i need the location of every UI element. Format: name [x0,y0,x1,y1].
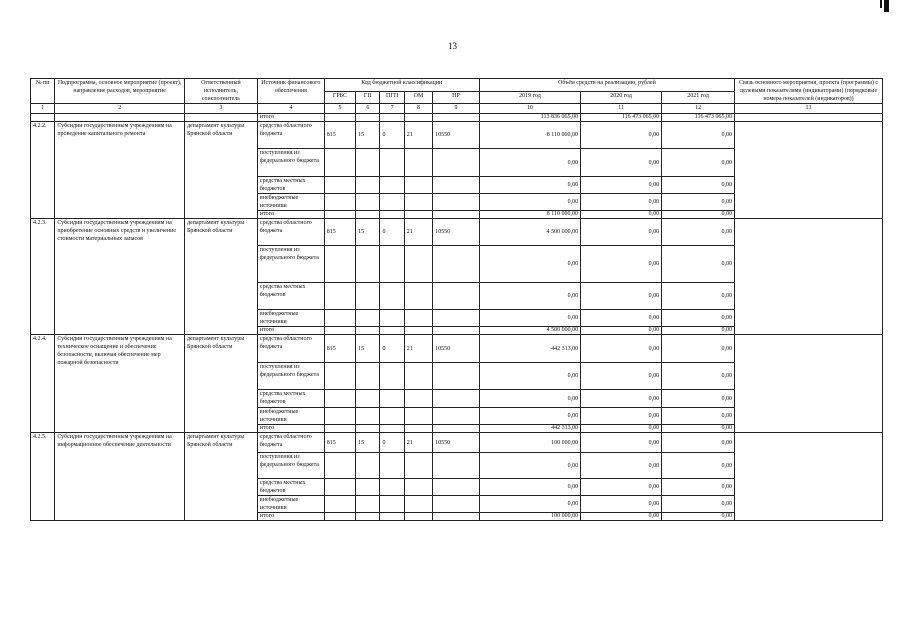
value-2020: 0,00 [581,479,662,496]
scan-edge-mark [884,0,889,12]
value-2019: 0,00 [479,246,580,283]
funding-source: средства областного бюджета [257,335,324,363]
code-grbs [324,363,355,390]
total-2020: 0,00 [581,425,662,433]
column-number: 2 [55,104,185,114]
total-2020: 0,00 [581,327,662,335]
code-om: 21 [404,122,432,149]
code-gp [356,479,380,496]
funding-source: поступления из федерального бюджета [257,246,324,283]
code-pgp: 0 [380,433,404,453]
code-nr [433,246,480,283]
code-gp [356,408,380,425]
code-pgp: 0 [380,219,404,246]
code-grbs [324,283,355,310]
value-2019: 0,00 [479,408,580,425]
value-2020: 0,00 [581,335,662,363]
funding-source: внебюджетные источники [257,194,324,211]
code-om [404,453,432,479]
empty-code-cell [324,425,355,433]
code-grbs: 815 [324,122,355,149]
code-nr [433,177,480,194]
code-gp: 15 [356,335,380,363]
value-2020: 0,00 [581,219,662,246]
code-gp [356,149,380,177]
code-pgp [380,283,404,310]
total-2019: 442 313,00 [479,425,580,433]
empty-code-cell [356,513,380,521]
value-2020: 0,00 [581,433,662,453]
page-number: 13 [448,41,457,51]
header-source: Источник финансового обеспечения [257,79,324,104]
empty-code-cell [356,327,380,335]
code-om [404,194,432,211]
indicator-link [735,122,883,219]
table-row [31,433,883,453]
code-om [404,363,432,390]
value-2019: 0,00 [479,194,580,211]
column-number: 9 [433,104,480,114]
code-nr: 10550 [433,335,480,363]
code-pgp [380,390,404,408]
indicator-link [735,433,883,521]
column-number: 3 [184,104,257,114]
section-title: Субсидии государственным учреждениям на информационное обеспечение деятельности [55,433,185,521]
section-responsible: департамент культуры Брянской области [184,433,257,521]
code-om [404,496,432,513]
value-2021: 0,00 [662,496,735,513]
code-nr [433,194,480,211]
column-number: 4 [257,104,324,114]
code-grbs: 815 [324,433,355,453]
header-num: № пп [31,79,55,104]
value-2021: 0,00 [662,335,735,363]
empty-code-cell [380,211,404,219]
code-gp [356,453,380,479]
code-om: 21 [404,219,432,246]
column-number: 7 [380,104,404,114]
code-gp [356,177,380,194]
value-2020: 0,00 [581,496,662,513]
code-om [404,283,432,310]
section-number: 4.2.5. [31,433,55,521]
value-2021: 0,00 [662,433,735,453]
empty-code-cell [404,513,432,521]
total-2019: 113 836 065,00 [479,114,580,122]
code-grbs: 815 [324,335,355,363]
code-om [404,149,432,177]
column-number: 1 [31,104,55,114]
value-2020: 0,00 [581,122,662,149]
total-2021: 0,00 [662,425,735,433]
code-om: 21 [404,433,432,453]
section-responsible: департамент культуры Брянской области [184,122,257,219]
total-2019: 100 000,00 [479,513,580,521]
code-nr [433,479,480,496]
empty-code-cell [433,211,480,219]
header-om: ОМ [404,91,432,104]
empty-code-cell [380,513,404,521]
funding-source: средства областного бюджета [257,219,324,246]
column-number: 13 [735,104,883,114]
value-2021: 0,00 [662,219,735,246]
value-2021: 0,00 [662,310,735,327]
funding-source: средства областного бюджета [257,122,324,149]
total-label: итого [257,327,324,335]
funding-source: поступления из федерального бюджета [257,149,324,177]
code-pgp [380,496,404,513]
code-pgp [380,149,404,177]
empty-code-cell [324,211,355,219]
code-nr [433,310,480,327]
value-2021: 0,00 [662,246,735,283]
value-2019: 0,00 [479,453,580,479]
header-budget-code: Код бюджетной классификации [324,79,479,92]
code-pgp [380,363,404,390]
value-2019: 4 500 000,00 [479,219,580,246]
header-responsible: Ответственный исполнитель, соисполнитель [184,79,257,104]
funding-source: поступления из федерального бюджета [257,453,324,479]
code-om [404,177,432,194]
total-2019: 4 500 000,00 [479,327,580,335]
header-2019: 2019 год [479,91,580,104]
code-om [404,246,432,283]
code-grbs [324,246,355,283]
value-2019: 0,00 [479,149,580,177]
code-pgp [380,246,404,283]
code-nr [433,408,480,425]
value-2019: 0,00 [479,390,580,408]
empty-code-cell [380,327,404,335]
top-total-row [31,114,883,122]
header-volume: Объём средств на реализацию, рублей [479,79,734,92]
value-2019: 0,00 [479,310,580,327]
section-number: 4.2.2. [31,122,55,219]
code-gp [356,310,380,327]
empty-code-cell [356,211,380,219]
value-2021: 0,00 [662,122,735,149]
value-2020: 0,00 [581,363,662,390]
funding-source: средства местных бюджетов [257,390,324,408]
header-program: Подпрограмма, основное мероприятие (проект), направление расходов, мероприятие [55,79,185,104]
code-gp [356,496,380,513]
value-2020: 0,00 [581,177,662,194]
code-om: 21 [404,335,432,363]
total-label: итого [257,513,324,521]
code-gp [356,194,380,211]
value-2020: 0,00 [581,390,662,408]
value-2020: 0,00 [581,453,662,479]
code-om [404,310,432,327]
column-number: 8 [404,104,432,114]
funding-source: внебюджетные источники [257,310,324,327]
value-2020: 0,00 [581,283,662,310]
section-responsible: департамент культуры Брянской области [184,219,257,335]
value-2019: 0,00 [479,479,580,496]
code-nr: 10550 [433,433,480,453]
value-2020: 0,00 [581,149,662,177]
code-nr: 10550 [433,122,480,149]
value-2019: 0,00 [479,496,580,513]
total-2021: 0,00 [662,211,735,219]
code-grbs [324,479,355,496]
code-nr [433,363,480,390]
funding-source: средства местных бюджетов [257,283,324,310]
funding-source: средства областного бюджета [257,433,324,453]
value-2020: 0,00 [581,310,662,327]
value-2021: 0,00 [662,390,735,408]
section-number: 4.2.3. [31,219,55,335]
column-number: 12 [662,104,735,114]
header-pgp: ПГП [380,91,404,104]
funding-source: внебюджетные источники [257,408,324,425]
scan-edge-mark [880,0,882,8]
value-2020: 0,00 [581,408,662,425]
code-nr [433,283,480,310]
empty-code-cell [404,425,432,433]
indicator-link [735,335,883,433]
total-2020: 0,00 [581,513,662,521]
total-2020: 116 473 065,00 [581,114,662,122]
code-gp: 15 [356,433,380,453]
funding-source: средства местных бюджетов [257,479,324,496]
code-nr [433,496,480,513]
empty-code-cell [433,425,480,433]
section-number: 4.2.4. [31,335,55,433]
code-grbs: 815 [324,219,355,246]
empty-code-cell [380,425,404,433]
funding-source: внебюджетные источники [257,496,324,513]
section-title: Субсидии государственным учреждениям на техническое оснащение и обеспечение безопасности, включая обеспечение мер пожарной безопасности [55,335,185,433]
code-grbs [324,390,355,408]
budget-table [30,78,883,521]
empty-code-cell [324,513,355,521]
header-grbs: ГРБС [324,91,355,104]
code-pgp: 0 [380,335,404,363]
value-2021: 0,00 [662,363,735,390]
code-grbs [324,496,355,513]
code-om [404,479,432,496]
empty-code-cell [324,327,355,335]
column-number: 5 [324,104,355,114]
total-label: итого [257,425,324,433]
value-2020: 0,00 [581,194,662,211]
code-om [404,390,432,408]
value-2020: 0,00 [581,246,662,283]
value-2019: 8 110 000,00 [479,122,580,149]
code-nr [433,453,480,479]
code-grbs [324,453,355,479]
code-grbs [324,194,355,211]
value-2021: 0,00 [662,453,735,479]
code-pgp [380,177,404,194]
table-row [31,219,883,246]
total-2020: 0,00 [581,211,662,219]
header-2021: 2021 год [662,91,735,104]
total-2021: 0,00 [662,513,735,521]
value-2019: 442 313,00 [479,335,580,363]
code-gp [356,246,380,283]
total-label: итого [257,211,324,219]
total-2021: 0,00 [662,327,735,335]
code-pgp [380,408,404,425]
code-gp [356,283,380,310]
header-2020: 2020 год [581,91,662,104]
header-link: Связь основного мероприятия, проекта (программы) с целевыми показателями (индикаторами) (порядковые номера показателей (индикаторов)) [735,79,883,104]
total-label: итого [257,114,324,122]
column-number: 10 [479,104,580,114]
code-grbs [324,408,355,425]
header-nr: НР [433,91,480,104]
code-pgp [380,194,404,211]
value-2021: 0,00 [662,177,735,194]
value-2021: 0,00 [662,283,735,310]
code-grbs [324,149,355,177]
header-gp: ГП [356,91,380,104]
code-grbs [324,177,355,194]
code-gp [356,390,380,408]
empty-code-cell [433,513,480,521]
section-responsible: департамент культуры Брянской области [184,335,257,433]
value-2021: 0,00 [662,149,735,177]
code-nr [433,390,480,408]
value-2019: 0,00 [479,283,580,310]
value-2019: 0,00 [479,363,580,390]
code-pgp [380,310,404,327]
value-2019: 0,00 [479,177,580,194]
code-om [404,408,432,425]
value-2021: 0,00 [662,408,735,425]
code-gp: 15 [356,219,380,246]
empty-code-cell [404,211,432,219]
total-2021: 116 473 065,00 [662,114,735,122]
column-number-row [31,104,883,114]
funding-source: поступления из федерального бюджета [257,363,324,390]
code-pgp: 0 [380,122,404,149]
code-gp: 15 [356,122,380,149]
code-nr [433,149,480,177]
code-nr: 10550 [433,219,480,246]
empty-code-cell [404,327,432,335]
column-number: 11 [581,104,662,114]
column-number: 6 [356,104,380,114]
total-2019: 8 110 000,00 [479,211,580,219]
code-gp [356,363,380,390]
section-title: Субсидии государственным учреждениям на проведение капитального ремонта [55,122,185,219]
table-row [31,335,883,363]
empty-code-cell [433,327,480,335]
value-2021: 0,00 [662,194,735,211]
value-2021: 0,00 [662,479,735,496]
code-pgp [380,479,404,496]
code-grbs [324,310,355,327]
funding-source: средства местных бюджетов [257,177,324,194]
indicator-link [735,219,883,335]
table-row [31,122,883,149]
section-title: Субсидии государственным учреждениям на приобретение основных средств и увеличение стоимости материальных запасов [55,219,185,335]
code-pgp [380,453,404,479]
value-2019: 100 000,00 [479,433,580,453]
empty-code-cell [356,425,380,433]
